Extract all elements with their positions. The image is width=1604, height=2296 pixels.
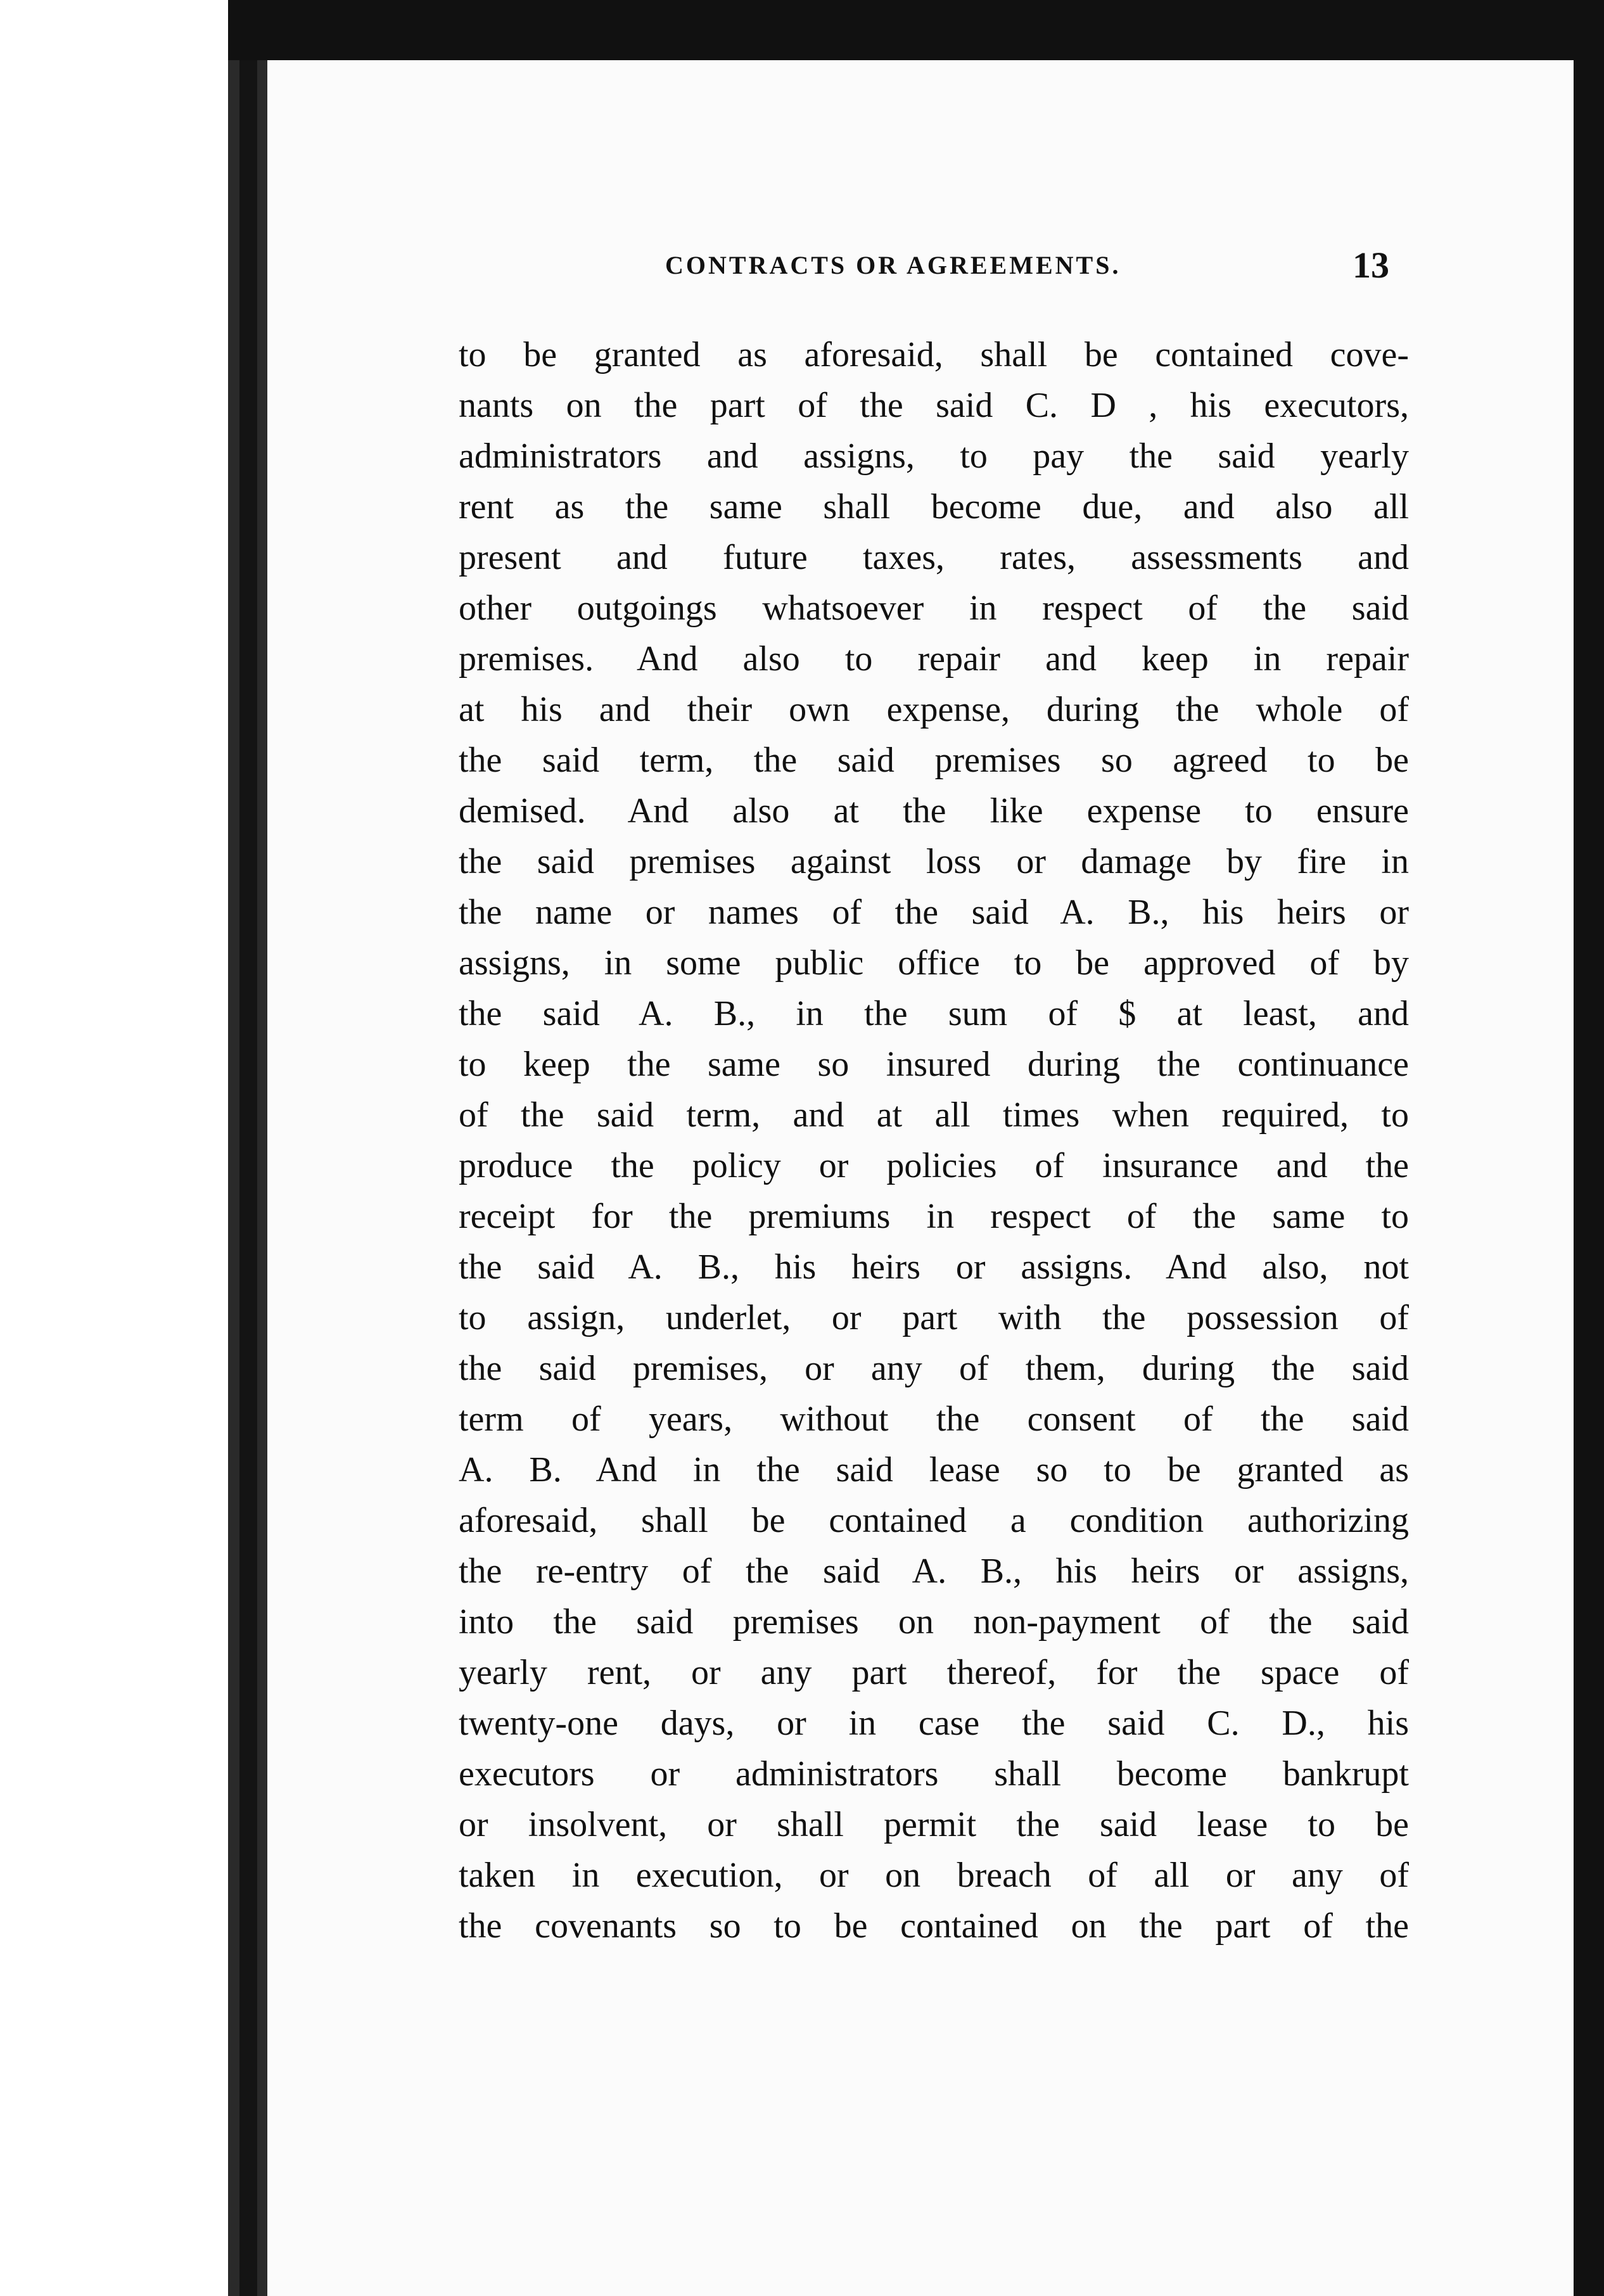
text-line: the said A. B., his heirs or assigns. And also, not	[459, 1247, 1409, 1287]
body-text	[459, 329, 1409, 1951]
text-line: the covenants so to be contained on the part of the	[459, 1906, 1409, 1946]
text-line: the said A. B., in the sum of $ at least, and	[459, 994, 1409, 1033]
text-line: the name or names of the said A. B., his heirs or	[459, 893, 1409, 932]
text-line: produce the policy or policies of insurance and the	[459, 1146, 1409, 1185]
scan-right-edge	[1574, 60, 1604, 2296]
scan-top-left-margin	[0, 0, 228, 60]
text-line: the re-entry of the said A. B., his heirs or assigns,	[459, 1552, 1409, 1591]
text-line: executors or administrators shall become bankrupt	[459, 1754, 1409, 1794]
page-header	[665, 245, 1400, 295]
text-line: demised. And also at the like expense to ensure	[459, 791, 1409, 831]
text-line: the said premises, or any of them, during the said	[459, 1349, 1409, 1388]
text-line: A. B. And in the said lease so to be granted as	[459, 1450, 1409, 1489]
text-line: nants on the part of the said C. D , his executors,	[459, 386, 1409, 425]
text-line: present and future taxes, rates, assessments and	[459, 538, 1409, 577]
text-line: term of years, without the consent of the said	[459, 1400, 1409, 1439]
binding-gutter-shadow	[239, 60, 257, 2296]
scan-top-edge	[0, 0, 1604, 60]
text-line: other outgoings whatsoever in respect of the said	[459, 589, 1409, 628]
text-line: to be granted as aforesaid, shall be contained cove-	[459, 335, 1409, 374]
text-line: twenty-one days, or in case the said C. D., his	[459, 1704, 1409, 1743]
facing-page-margin	[0, 60, 228, 2296]
text-line: or insolvent, or shall permit the said lease to be	[459, 1805, 1409, 1844]
text-line: the said term, the said premises so agreed to be	[459, 741, 1409, 780]
text-line: the said premises against loss or damage by fire in	[459, 842, 1409, 881]
text-line: rent as the same shall become due, and also all	[459, 487, 1409, 526]
text-line: aforesaid, shall be contained a condition authorizing	[459, 1501, 1409, 1540]
text-line: to assign, underlet, or part with the possession of	[459, 1298, 1409, 1337]
text-line: at his and their own expense, during the whole of	[459, 690, 1409, 729]
text-line: premises. And also to repair and keep in repair	[459, 639, 1409, 679]
text-line: assigns, in some public office to be approved of by	[459, 943, 1409, 983]
text-line: taken in execution, or on breach of all or any of	[459, 1856, 1409, 1895]
text-line: to keep the same so insured during the continuance	[459, 1045, 1409, 1084]
text-line: receipt for the premiums in respect of the same to	[459, 1197, 1409, 1236]
text-line: yearly rent, or any part thereof, for the space of	[459, 1653, 1409, 1692]
running-head: CONTRACTS OR AGREEMENTS.	[665, 251, 1121, 279]
page-number: 13	[1353, 245, 1389, 286]
text-line: into the said premises on non-payment of the said	[459, 1602, 1409, 1642]
text-line: administrators and assigns, to pay the said yearly	[459, 437, 1409, 476]
text-line: of the said term, and at all times when required, to	[459, 1095, 1409, 1135]
